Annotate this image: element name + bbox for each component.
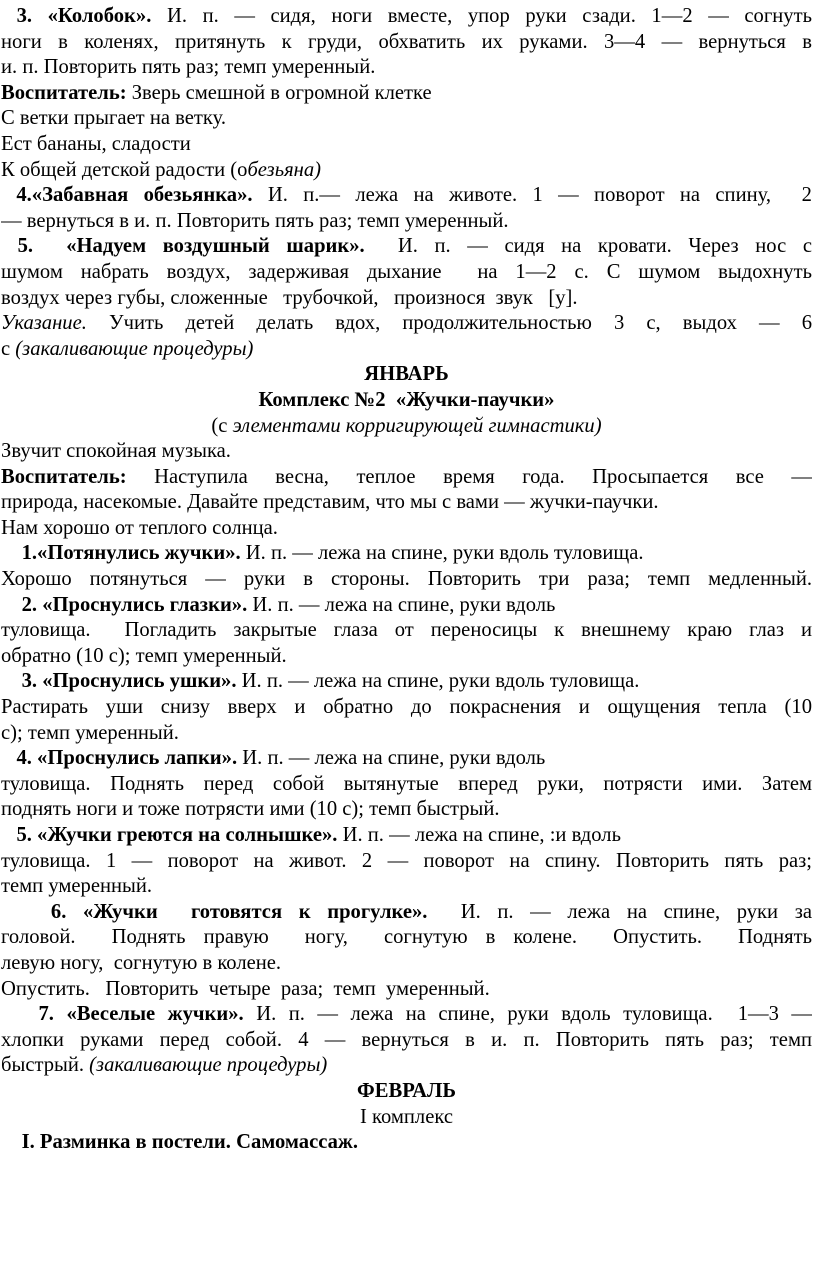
text-line bbox=[1, 388, 812, 414]
text-line bbox=[1, 1028, 812, 1054]
text-run: (с bbox=[211, 414, 233, 437]
text-run: Нам хорошо от теплого солнца. bbox=[1, 516, 278, 539]
text-run: Растирать уши снизу вверх и обратно до покраснения и ощущения тепла (10 bbox=[1, 696, 812, 719]
text-line bbox=[1, 4, 812, 30]
bold-run: 6. «Жучки готовятся к прогулке». bbox=[1, 900, 428, 923]
bold-run: Воспитатель: bbox=[1, 465, 127, 488]
text-line bbox=[1, 849, 812, 875]
text-run: К общей детской радости (о bbox=[1, 158, 248, 181]
bold-run: 4.«Забавная обезьянка». bbox=[1, 184, 253, 207]
text-line bbox=[1, 286, 812, 312]
text-run: И. п. — сидя, ноги вместе, упор руки сзади. 1—2 — согнуть bbox=[151, 5, 812, 27]
text-run: и. п. Повторить пять раз; темп умеренный. bbox=[1, 56, 376, 79]
text-run: Звучит спокойная музыка. bbox=[1, 440, 231, 463]
text-line bbox=[1, 1105, 812, 1131]
text-line bbox=[1, 209, 812, 235]
text-run: туловища. 1 — поворот на живот. 2 — поворот на спину. Повторить пять раз; bbox=[1, 849, 812, 872]
text-run: Зверь смешной в огромной клетке bbox=[126, 81, 432, 104]
text-line bbox=[1, 516, 812, 542]
text-run: Учить детей делать вдох, продолжительностью 3 с, выдох — 6 bbox=[86, 312, 812, 335]
text-line bbox=[1, 772, 812, 798]
bold-run: 2. «Проснулись глазки». bbox=[1, 593, 248, 616]
text-run: И. п. — лежа на спине, руки вдоль туловища. bbox=[236, 670, 640, 693]
text-run: с bbox=[1, 337, 16, 360]
text-line bbox=[1, 874, 812, 900]
text-line bbox=[1, 106, 812, 132]
text-line bbox=[1, 721, 812, 747]
text-line bbox=[1, 541, 812, 567]
text-line bbox=[1, 337, 812, 363]
text-run: Наступила весна, теплое время года. Просыпается все — bbox=[126, 465, 812, 488]
text-run: И. п. — лежа на спине, руки за bbox=[427, 900, 812, 923]
text-line bbox=[1, 30, 812, 56]
text-run: С ветки прыгает на ветку. bbox=[1, 107, 226, 130]
text-line bbox=[1, 925, 812, 951]
text-line bbox=[1, 465, 812, 491]
italic-run: элементами корригирующей гимнастики) bbox=[232, 414, 602, 437]
text-run: Ест бананы, сладости bbox=[1, 132, 191, 155]
italic-run: Указание. bbox=[1, 312, 87, 335]
text-run: Хорошо потянуться — руки в стороны. Повторить три раза; темп медленный. bbox=[1, 568, 812, 591]
text-run: воздух через губы, сложенные трубочкой, произнося звук [у]. bbox=[1, 286, 578, 309]
text-line bbox=[1, 439, 812, 465]
text-line bbox=[1, 797, 812, 823]
text-run: И. п.— лежа на животе. 1 — поворот на спину, 2 bbox=[252, 184, 812, 207]
italic-run: (закаливающие процедуры) bbox=[15, 337, 254, 360]
text-run: И. п. — сидя на кровати. Через нос с bbox=[364, 235, 812, 258]
bold-run: 5. «Надуем воздушный шарик». bbox=[1, 235, 365, 258]
bold-run: 3. «Колобок». bbox=[1, 5, 152, 27]
bold-run: 5. «Жучки греются на солнышке». bbox=[1, 824, 338, 846]
text-run: быстрый. bbox=[1, 1054, 90, 1077]
text-run: И. п. — лежа на спине, :и вдоль bbox=[337, 824, 621, 846]
text-line bbox=[1, 823, 812, 849]
bold-run: Воспитатель: bbox=[1, 81, 127, 104]
text-run: с); темп умеренный. bbox=[1, 721, 179, 744]
text-line bbox=[1, 593, 812, 619]
bold-run: Комплекс №2 «Жучки-паучки» bbox=[258, 388, 555, 411]
text-line bbox=[1, 55, 812, 81]
text-line bbox=[1, 81, 812, 107]
text-line bbox=[1, 618, 812, 644]
text-run: ноги в коленях, притянуть к груди, обхватить их руками. 3—4 — вернуться в bbox=[1, 30, 812, 53]
text-line bbox=[1, 1002, 812, 1028]
text-line bbox=[1, 260, 812, 286]
text-line bbox=[1, 490, 812, 516]
bold-run: 1.«Потянулись жучки». bbox=[1, 542, 241, 565]
text-line bbox=[1, 362, 812, 388]
text-line bbox=[1, 158, 812, 184]
text-line bbox=[1, 669, 812, 695]
bold-run: 7. «Веселые жучки». bbox=[1, 1003, 244, 1026]
text-line bbox=[1, 1130, 812, 1156]
bold-run: I. Разминка в постели. Самомассаж. bbox=[1, 1131, 358, 1154]
text-line bbox=[1, 414, 812, 440]
text-run: хлопки руками перед собой. 4 — вернуться в и. п. Повторить пять раз; темп bbox=[1, 1028, 812, 1051]
bold-run: 4. «Проснулись лапки». bbox=[1, 747, 238, 770]
text-run: — вернуться в и. п. Повторить пять раз; темп умеренный. bbox=[1, 209, 509, 232]
text-run: левую ногу, согнутую в колене. bbox=[1, 951, 282, 974]
text-run: И. п. — лежа на спине, руки вдоль туловища. bbox=[240, 542, 644, 565]
italic-run: (закаливающие процедуры) bbox=[89, 1054, 328, 1077]
text-line bbox=[1, 900, 812, 926]
text-run: туловища. Поднять перед собой вытянутые вперед руки, потрясти ими. Затем bbox=[1, 772, 812, 795]
text-run: И. п. — лежа на спине, руки вдоль туловища. 1—3 — bbox=[243, 1003, 812, 1026]
text-line bbox=[1, 746, 812, 772]
text-run: I комплекс bbox=[360, 1105, 453, 1128]
text-line bbox=[1, 132, 812, 158]
text-line bbox=[1, 567, 812, 593]
text-line bbox=[1, 1079, 812, 1105]
bold-run: ФЕВРАЛЬ bbox=[357, 1079, 456, 1102]
text-run: Опустить. Повторить четыре раза; темп умеренный. bbox=[1, 977, 490, 1000]
text-line bbox=[1, 695, 812, 721]
text-run: головой. Поднять правую ногу, согнутую в колене. Опустить. Поднять bbox=[1, 926, 812, 949]
text-run: шумом набрать воздух, задерживая дыхание на 1—2 с. С шумом выдохнуть bbox=[1, 260, 812, 283]
text-line bbox=[1, 183, 812, 209]
text-line bbox=[1, 644, 812, 670]
text-line bbox=[1, 977, 812, 1003]
bold-run: ЯНВАРЬ bbox=[364, 363, 449, 386]
text-run: обратно (10 с); темп умеренный. bbox=[1, 644, 287, 667]
text-line bbox=[1, 1053, 812, 1079]
text-run: И. п. — лежа на спине, руки вдоль bbox=[247, 593, 556, 616]
text-line bbox=[1, 311, 812, 337]
italic-run: безьяна) bbox=[247, 158, 322, 181]
bold-run: 3. «Проснулись ушки». bbox=[1, 670, 237, 693]
text-line bbox=[1, 951, 812, 977]
text-run: туловища. Погладить закрытые глаза от переносицы к внешнему краю глаз и bbox=[1, 619, 812, 642]
text-run: И. п. — лежа на спине, руки вдоль bbox=[237, 747, 546, 770]
text-line bbox=[1, 234, 812, 260]
text-run: природа, насекомые. Давайте представим, что мы с вами — жучки-паучки. bbox=[1, 491, 659, 514]
text-run: поднять ноги и тоже потрясти ими (10 с); темп быстрый. bbox=[1, 798, 500, 821]
text-run: темп умеренный. bbox=[1, 875, 153, 898]
